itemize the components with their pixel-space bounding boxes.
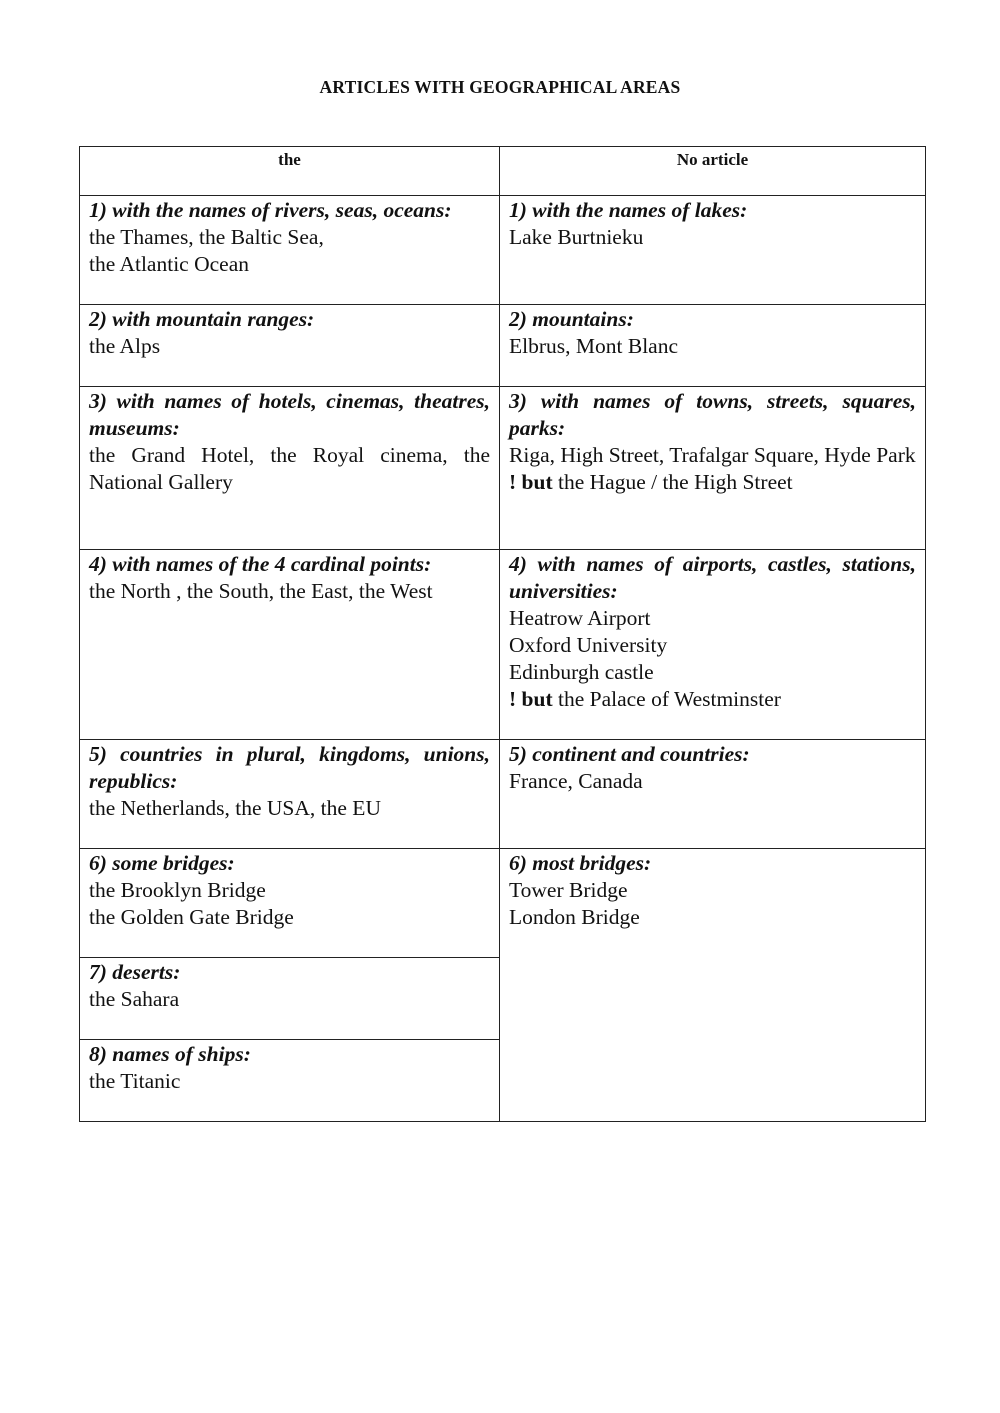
cell-the-hotels bbox=[80, 387, 500, 550]
articles-table bbox=[79, 146, 926, 1122]
rule-label: 6) most bridges: bbox=[509, 851, 652, 875]
exception-line bbox=[509, 686, 916, 713]
example-text: Elbrus, Mont Blanc bbox=[509, 334, 678, 358]
example-text: the Sahara bbox=[89, 987, 180, 1011]
cell-no-article-lakes bbox=[500, 196, 926, 305]
cell-no-article-towns bbox=[500, 387, 926, 550]
cell-no-article-airports bbox=[500, 550, 926, 740]
exception-text: the Hague / the High Street bbox=[557, 470, 793, 494]
rule-label: 5) countries in plural, kingdoms, unions, republics: bbox=[89, 742, 490, 793]
example-text: Riga, High Street, Trafalgar Square, Hyde Park bbox=[509, 443, 916, 467]
example-text: the Thames, the Baltic Sea, bbox=[89, 225, 324, 249]
exception-text: the Palace of Westminster bbox=[557, 687, 781, 711]
rule-label: 3) with names of hotels, cinemas, theatres, museums: bbox=[89, 389, 490, 440]
rule-label: 5) continent and countries: bbox=[509, 742, 750, 766]
table-row bbox=[80, 550, 926, 740]
column-header-no-article: No article bbox=[500, 147, 926, 196]
example-text: the Grand Hotel, the Royal cinema, the National Gallery bbox=[89, 443, 490, 494]
rule-label: 1) with the names of rivers, seas, oceans: bbox=[89, 198, 452, 222]
table-row bbox=[80, 740, 926, 849]
cell-the-rivers bbox=[80, 196, 500, 305]
cell-the-ships bbox=[80, 1040, 500, 1122]
example-text: the Golden Gate Bridge bbox=[89, 905, 294, 929]
example-text: Oxford University bbox=[509, 633, 668, 657]
example-text: the North , the South, the East, the West bbox=[89, 579, 433, 603]
column-header-the: the bbox=[80, 147, 500, 196]
rule-label: 4) with names of airports, castles, stations, universities: bbox=[509, 552, 916, 603]
rule-label: 2) with mountain ranges: bbox=[89, 307, 315, 331]
example-text: the Brooklyn Bridge bbox=[89, 878, 266, 902]
example-text: Heatrow Airport bbox=[509, 606, 651, 630]
example-text: France, Canada bbox=[509, 769, 643, 793]
table-header-row bbox=[80, 147, 926, 196]
table-row bbox=[80, 305, 926, 387]
rule-label: 1) with the names of lakes: bbox=[509, 198, 748, 222]
exception-line bbox=[509, 469, 916, 496]
rule-label: 8) names of ships: bbox=[89, 1042, 251, 1066]
table-row bbox=[80, 849, 926, 958]
example-text: the Atlantic Ocean bbox=[89, 252, 249, 276]
exception-mark: ! but bbox=[509, 470, 553, 494]
rule-label: 2) mountains: bbox=[509, 307, 634, 331]
example-text: the Alps bbox=[89, 334, 161, 358]
example-text: Lake Burtnieku bbox=[509, 225, 644, 249]
cell-no-article-most-bridges bbox=[500, 849, 926, 1122]
example-text: Edinburgh castle bbox=[509, 660, 654, 684]
example-text: the Titanic bbox=[89, 1069, 181, 1093]
rule-label: 6) some bridges: bbox=[89, 851, 235, 875]
cell-the-deserts bbox=[80, 958, 500, 1040]
rule-label: 3) with names of towns, streets, squares, parks: bbox=[509, 389, 916, 440]
cell-the-countries-plural bbox=[80, 740, 500, 849]
table-row bbox=[80, 387, 926, 550]
example-text: the Netherlands, the USA, the EU bbox=[89, 796, 381, 820]
cell-no-article-continents bbox=[500, 740, 926, 849]
cell-no-article-mountains bbox=[500, 305, 926, 387]
cell-the-mountain-ranges bbox=[80, 305, 500, 387]
rule-label: 7) deserts: bbox=[89, 960, 181, 984]
exception-mark: ! but bbox=[509, 687, 553, 711]
table-row bbox=[80, 196, 926, 305]
example-text: London Bridge bbox=[509, 905, 640, 929]
example-text: Tower Bridge bbox=[509, 878, 628, 902]
page-title: ARTICLES WITH GEOGRAPHICAL AREAS bbox=[319, 77, 681, 97]
cell-the-some-bridges bbox=[80, 849, 500, 958]
rule-label: 4) with names of the 4 cardinal points: bbox=[89, 552, 432, 576]
cell-the-cardinal-points bbox=[80, 550, 500, 740]
